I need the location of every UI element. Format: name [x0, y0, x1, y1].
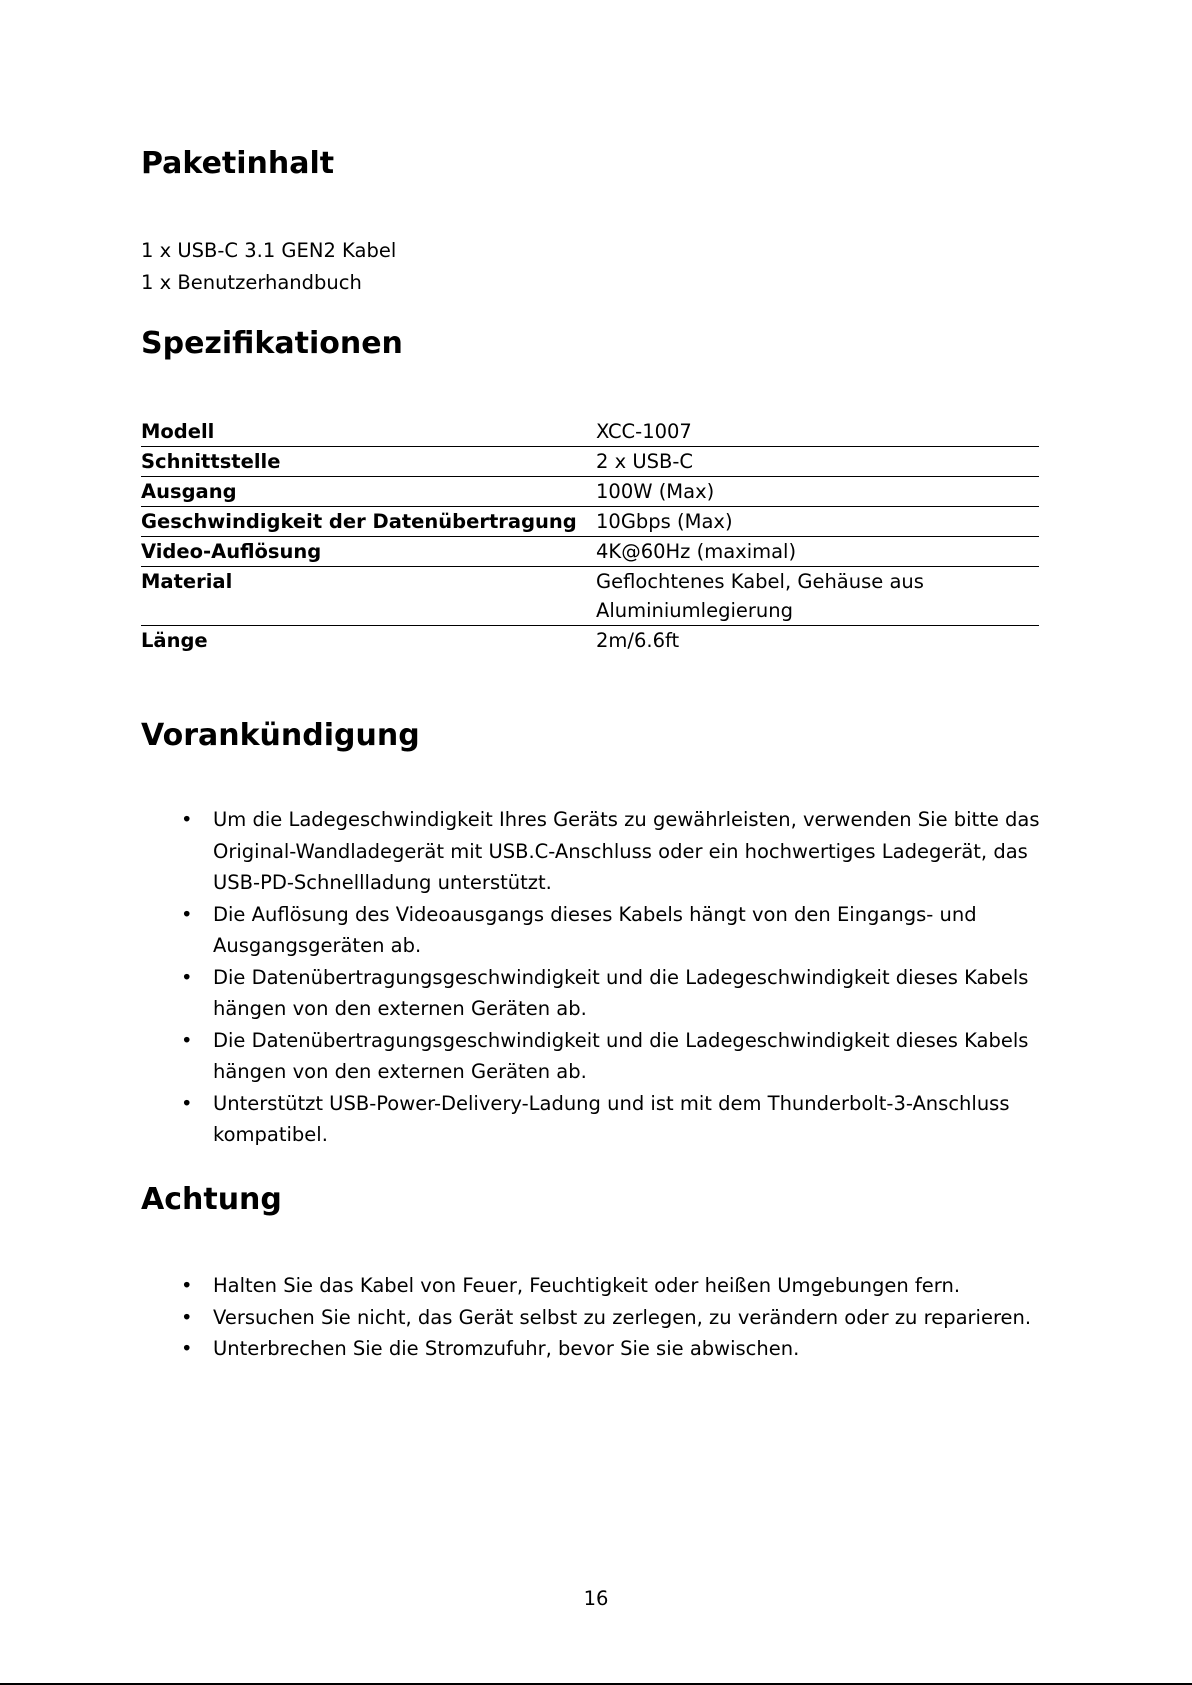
list-item: [141, 1270, 1041, 1302]
table-row: [141, 567, 1039, 626]
heading-specifications: Spezifikationen: [141, 326, 403, 361]
specifications-table: [141, 417, 1039, 655]
spec-label: Ausgang: [141, 477, 596, 507]
package-item: 1 x Benutzerhandbuch: [141, 271, 362, 294]
list-item-text: Versuchen Sie nicht, das Gerät selbst zu zerlegen, zu verändern oder zu reparieren.: [213, 1305, 1032, 1329]
list-item-text: Um die Ladegeschwindigkeit Ihres Geräts zu gewährleisten, verwenden Sie bitte das Original-Wandladegerät mit USB.C-Anschluss oder ein hochwertiges Ladegerät, das USB-PD-Schnellladung unterstützt.: [213, 808, 1040, 894]
list-item: [141, 899, 1041, 962]
caution-list: [141, 1270, 1041, 1365]
spec-label: Schnittstelle: [141, 447, 596, 477]
spec-value: Geflochtenes Kabel, Gehäuse aus Aluminiumlegierung: [596, 567, 1039, 626]
spec-value: XCC-1007: [596, 417, 1039, 447]
heading-caution: Achtung: [141, 1182, 282, 1217]
spec-label: Länge: [141, 629, 208, 652]
table-row: [141, 477, 1039, 507]
list-item: [141, 1025, 1041, 1088]
list-item: [141, 804, 1041, 899]
list-item-text: Die Datenübertragungsgeschwindigkeit und die Ladegeschwindigkeit dieses Kabels hängen von den externen Geräten ab.: [213, 1028, 1029, 1083]
list-item-text: Die Auflösung des Videoausgangs dieses Kabels hängt von den Eingangs- und Ausgangsgeräten ab.: [213, 902, 977, 957]
spec-value: 2m/6.6ft: [596, 629, 680, 652]
spec-label: Video-Auflösung: [141, 537, 596, 567]
list-item: [141, 1088, 1041, 1151]
list-item: [141, 1333, 1041, 1365]
spec-value: 100W (Max): [596, 477, 1039, 507]
list-item-text: Die Datenübertragungsgeschwindigkeit und die Ladegeschwindigkeit dieses Kabels hängen von den externen Geräten ab.: [213, 965, 1029, 1020]
heading-notice: Vorankündigung: [141, 718, 420, 753]
package-item: 1 x USB-C 3.1 GEN2 Kabel: [141, 239, 397, 262]
bullet-icon: •: [181, 902, 193, 926]
bullet-icon: •: [181, 965, 193, 989]
page-number: 16: [583, 1587, 609, 1610]
spec-value: 4K@60Hz (maximal): [596, 537, 1039, 567]
bullet-icon: •: [181, 1305, 193, 1329]
table-row: [141, 507, 1039, 537]
list-item-text: Unterbrechen Sie die Stromzufuhr, bevor Sie sie abwischen.: [213, 1337, 800, 1360]
list-item-text: Unterstützt USB-Power-Delivery-Ladung und ist mit dem Thunderbolt-3-Anschluss kompatibel.: [213, 1091, 1010, 1146]
table-row: [141, 537, 1039, 567]
bullet-icon: •: [181, 1028, 193, 1052]
heading-package-contents: Paketinhalt: [141, 146, 335, 181]
list-item-text: Halten Sie das Kabel von Feuer, Feuchtigkeit oder heißen Umgebungen fern.: [213, 1274, 961, 1297]
bullet-icon: •: [181, 1091, 193, 1115]
table-row: [141, 447, 1039, 477]
spec-label: Material: [141, 567, 596, 626]
spec-value: 2 x USB-C: [596, 447, 1039, 477]
table-row: [141, 626, 1039, 656]
notice-list: [141, 804, 1041, 1151]
spec-label: Geschwindigkeit der Datenübertragung: [141, 507, 596, 537]
spec-value: 10Gbps (Max): [596, 507, 1039, 537]
list-item: [141, 962, 1041, 1025]
table-row: [141, 417, 1039, 447]
list-item: [141, 1302, 1041, 1334]
bullet-icon: •: [181, 808, 193, 831]
bullet-icon: •: [181, 1337, 193, 1360]
spec-label: Modell: [141, 417, 596, 447]
bullet-icon: •: [181, 1274, 193, 1297]
